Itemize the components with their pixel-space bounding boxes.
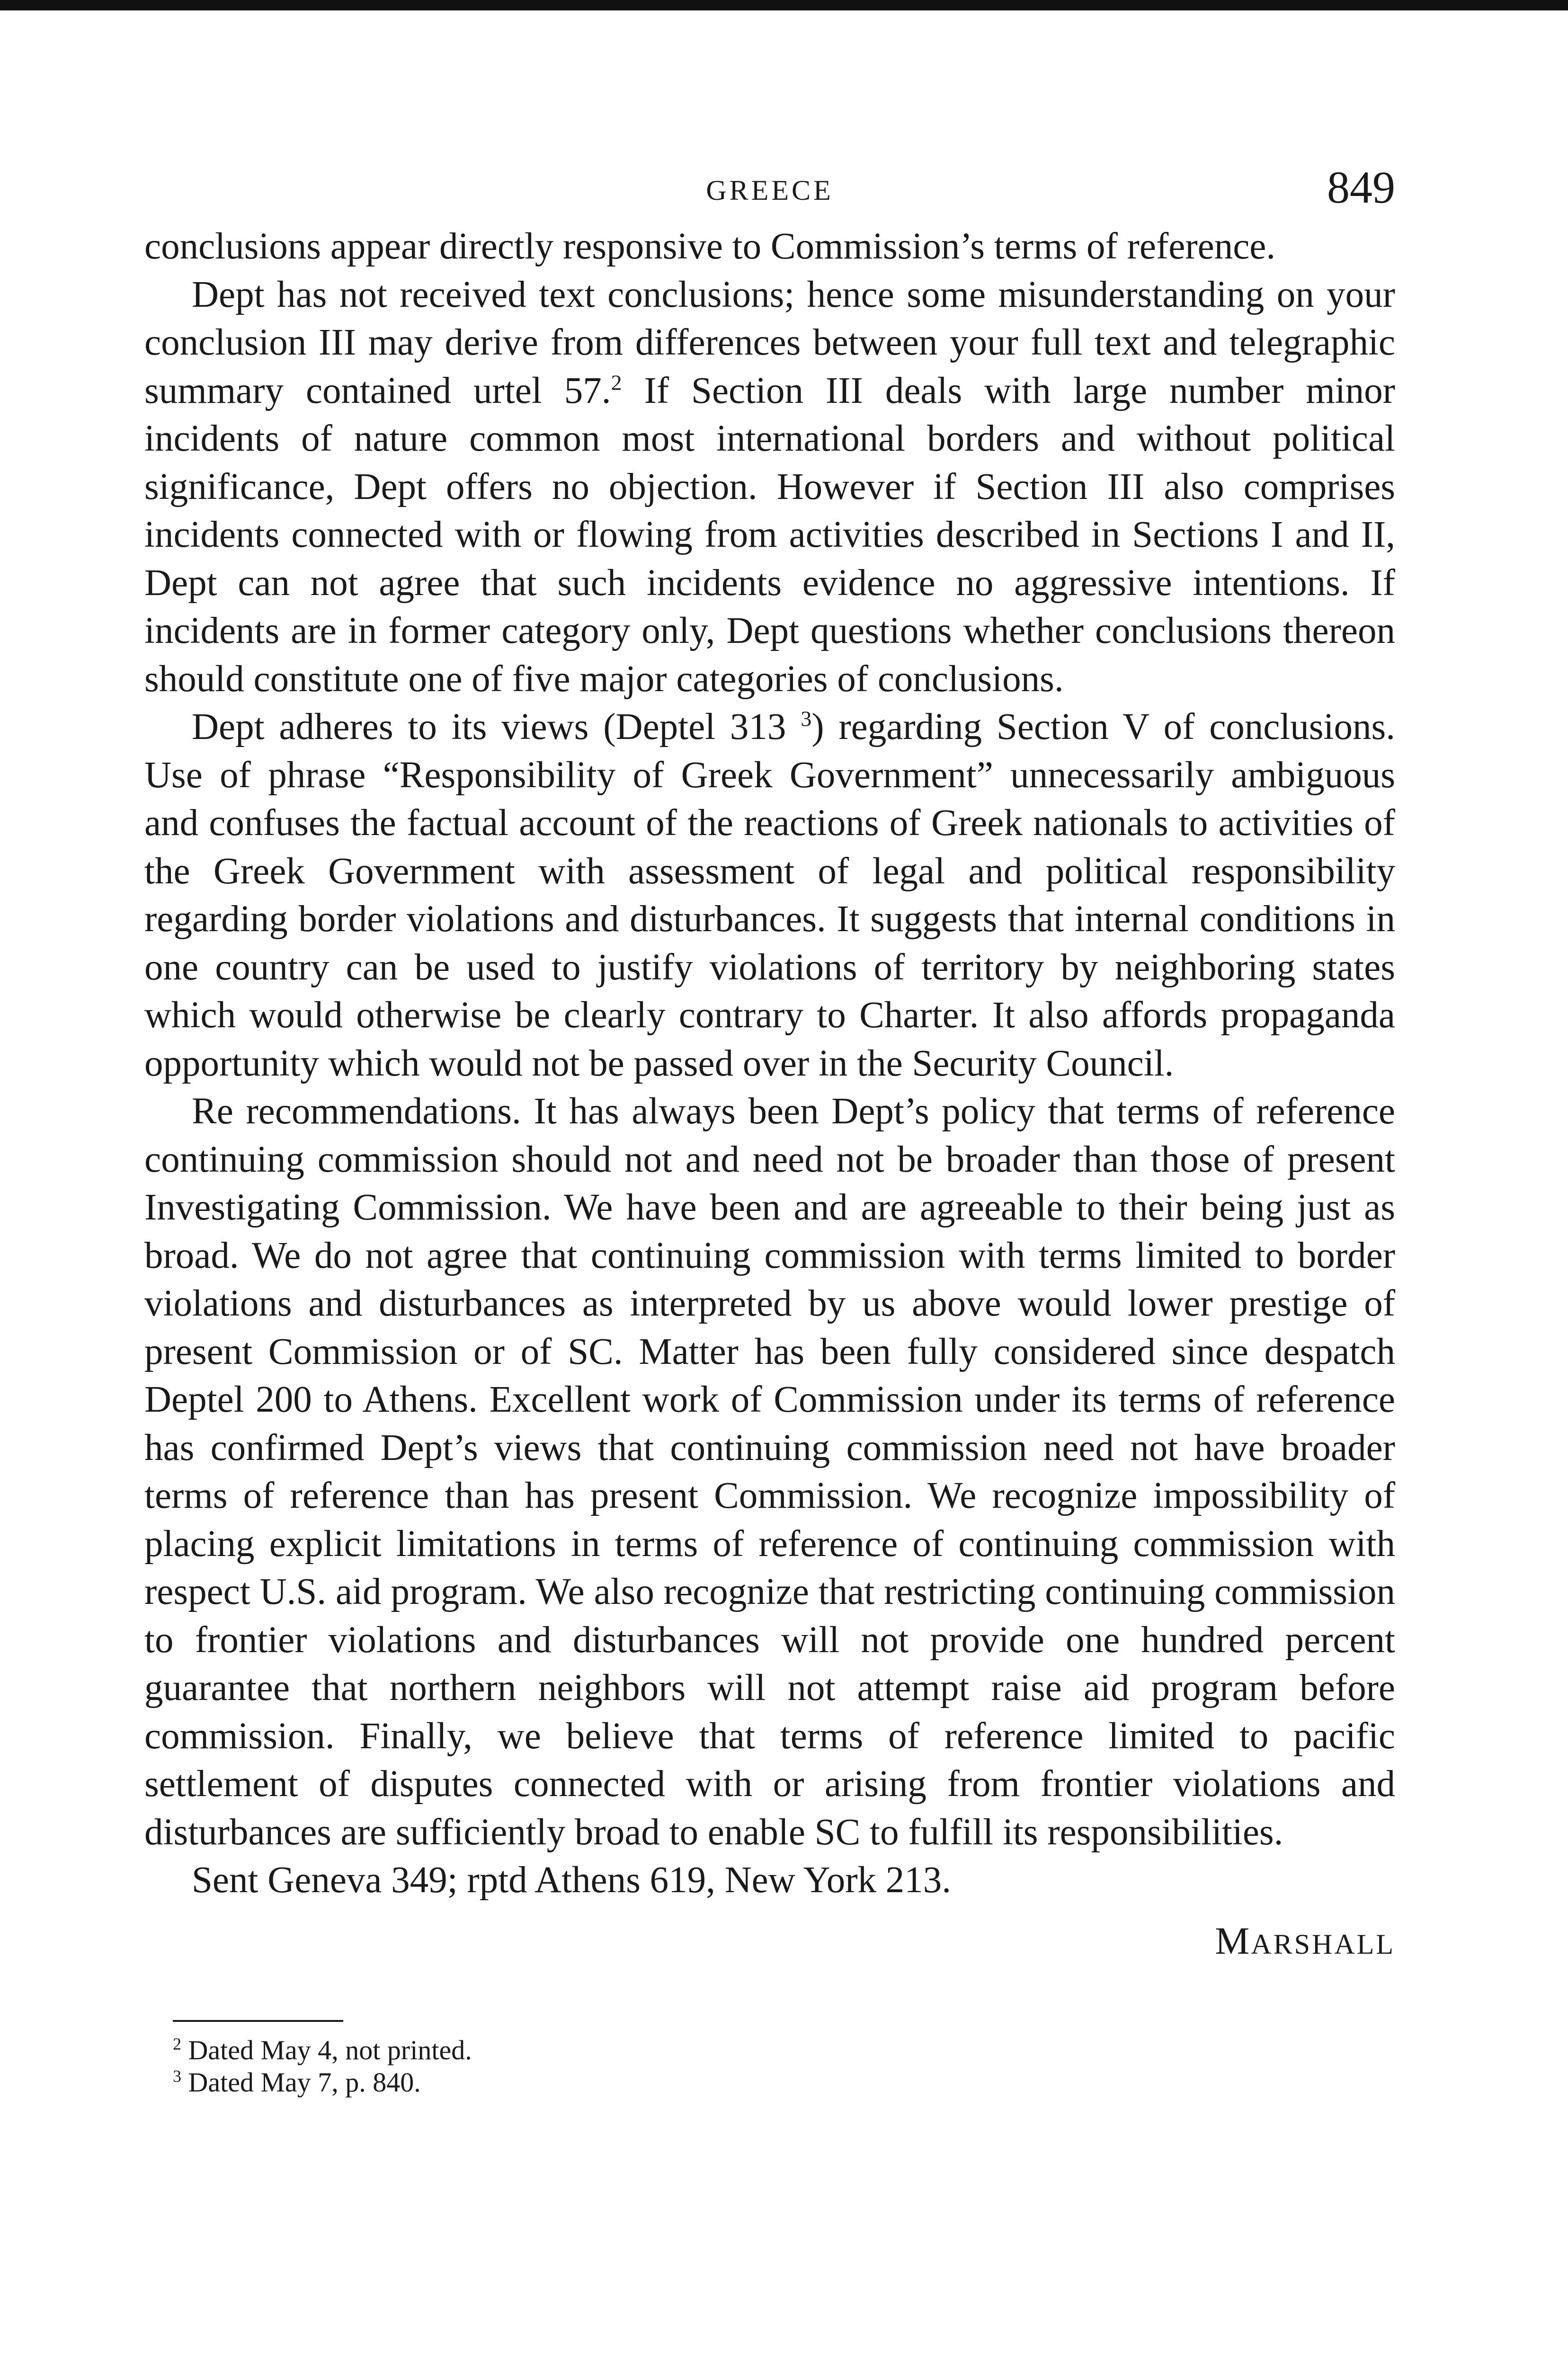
footnotes (173, 2034, 1395, 2099)
text-run: Dept adheres to its views (Deptel 313 (192, 706, 801, 747)
text-run: Sent Geneva 349; rptd Athens 619, New York 213. (192, 1860, 952, 1901)
footnote-divider (173, 2020, 343, 2022)
paragraph-recommendations (144, 1087, 1395, 1856)
text-run: Re recommendations. It has always been Dept’s policy that terms of reference continuing commission should not and need not be broader than those of present Investigating Commission. We have been and are agreeable to their being just as broad. We do not agree that continuing commission with terms limited to border violations and disturbances as interpreted by us above would lower prestige of present Commission or of SC. Matter has been fully considered since despatch Deptel 200 to Athens. Excellent work of Commission under its terms of reference has confirmed Dept’s views that continuing commission need not have broader terms of reference than has present Commission. We recognize impossibility of placing explicit limitations in terms of reference of continuing commission with respect U.S. aid program. We also recognize that restricting continuing commission to frontier violations and disturbances will not provide one hundred percent guarantee that northern neighbors will not attempt raise aid program before commission. Finally, we believe that terms of reference limited to pacific settlement of disputes connected with or arising from frontier violations and disturbances are sufficiently broad to enable SC to fulfill its responsibilities. (144, 1091, 1395, 1853)
signature (144, 1919, 1395, 1963)
footnote-mark: 3 (173, 2066, 181, 2086)
paragraph-section-five (144, 703, 1395, 1087)
paragraph-continued (144, 222, 1395, 271)
footnote-ref-2: 2 (611, 370, 622, 395)
telegram-body (144, 222, 1395, 1904)
paragraph-conclusion-three (144, 271, 1395, 703)
signature-initial: M (1215, 1919, 1251, 1962)
footnote-mark: 2 (173, 2034, 181, 2054)
text-run: Dept has not received text conclusions; hence some misunderstanding on your conclusion III may derive from differences between your full text and telegraphic summary contained urtel 57. (144, 274, 1395, 411)
top-border-rule (0, 0, 1568, 10)
document-page (144, 156, 1395, 2099)
footnote-3 (173, 2066, 1395, 2099)
paragraph-distribution (144, 1856, 1395, 1904)
text-run: ) regarding Section V of conclusions. Use of phrase “Responsibility of Greek Government” unnecessarily ambiguous and confuses the factual account of the reactions of Greek nationals to activities of the Greek Government with assessment of legal and political responsibility regarding border violations and disturbances. It suggests that internal conditions in one country can be used to justify violations of territory by neighboring states which would otherwise be clearly contrary to Charter. It also affords propaganda opportunity which would not be passed over in the Security Council. (144, 706, 1395, 1084)
signature-rest: ARSHALL (1251, 1928, 1395, 1960)
text-run: If Section III deals with large number minor incidents of nature common most international borders and without political significance, Dept offers no objection. However if Section III also comprises incidents connected with or flowing from activities described in Sections I and II, Dept can not agree that such incidents evidence no aggressive intentions. If incidents are in former category only, Dept questions whether conclusions thereon should constitute one of five major categories of conclusions. (144, 370, 1395, 700)
text-run: conclusions appear directly responsive to Commission’s terms of reference. (144, 226, 1276, 267)
footnote-2 (173, 2034, 1395, 2066)
running-head (144, 156, 1395, 222)
running-head-title: GREECE (706, 175, 834, 206)
page-number: 849 (1327, 162, 1395, 213)
footnote-ref-3: 3 (801, 706, 812, 731)
footnote-text: Dated May 4, not printed. (188, 2034, 472, 2065)
footnote-text: Dated May 7, p. 840. (188, 2066, 421, 2098)
